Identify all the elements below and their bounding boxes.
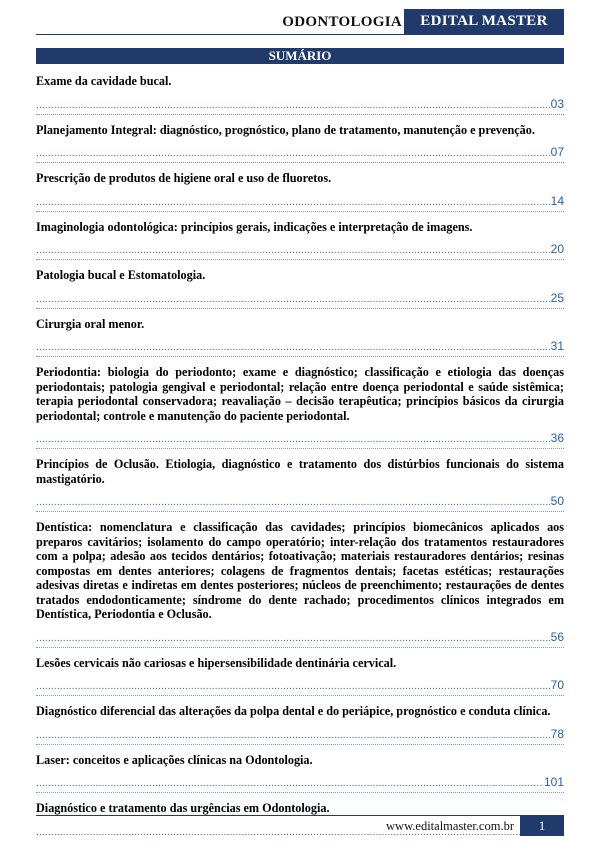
toc-entry-title: Diagnóstico diferencial das alterações da polpa dental e do periápice, prognóstico e conduta clínica. bbox=[36, 704, 551, 718]
header-brand: EDITAL MASTER bbox=[404, 9, 564, 34]
toc-entry-title: Princípios de Oclusão. Etiologia, diagnóstico e tratamento dos distúrbios funcionais do sistema mastigatório. bbox=[36, 457, 564, 486]
footer-website[interactable]: www.editalmaster.com.br bbox=[386, 819, 514, 833]
toc-dot-leader bbox=[36, 729, 550, 743]
toc-entry-title: Cirurgia oral menor. bbox=[36, 316, 145, 331]
page-header bbox=[36, 9, 564, 35]
toc-entry-title: Diagnóstico e tratamento das urgências em Odontologia. bbox=[36, 801, 330, 815]
toc-entry[interactable] bbox=[36, 512, 564, 648]
toc-dot-leader bbox=[36, 632, 550, 646]
toc-page-number[interactable]: 101 bbox=[543, 775, 564, 789]
toc-dot-leader bbox=[36, 341, 550, 355]
toc-entry[interactable] bbox=[36, 745, 564, 794]
toc-entry-title: Planejamento Integral: diagnóstico, prognóstico, plano de tratamento, manutenção e prevenção. bbox=[36, 122, 535, 137]
toc-page-number[interactable]: 14 bbox=[550, 193, 564, 208]
toc-entry-title: Periodontia: biologia do periodonto; exame e diagnóstico; classificação e etiologia das doenças periodontais; patologia gengival e periodontal; relação entre doença periodontal e saúde sistêmica; terapia periodontal conservadora; reavaliação – decisão terapêutica; princípios básicos da cirurgia periodontal; controle e manutenção do paciente periodontal. bbox=[36, 365, 564, 423]
toc-page-number[interactable]: 25 bbox=[550, 290, 564, 305]
toc-entry-title: Laser: conceitos e aplicações clínicas na Odontologia. bbox=[36, 752, 313, 767]
toc-leader-row bbox=[36, 145, 564, 159]
toc-dot-leader bbox=[36, 433, 550, 447]
footer-page-number: 1 bbox=[520, 816, 564, 836]
toc-leader-row bbox=[36, 727, 564, 741]
toc-entry[interactable] bbox=[36, 260, 564, 309]
toc-entry[interactable] bbox=[36, 212, 564, 261]
toc-entry[interactable] bbox=[36, 163, 564, 212]
toc-leader-row bbox=[36, 194, 564, 208]
toc-page-number[interactable]: 56 bbox=[550, 629, 564, 644]
toc-page-number[interactable]: 70 bbox=[550, 678, 564, 692]
toc-leader-row bbox=[36, 97, 564, 111]
toc-entry-title: Prescrição de produtos de higiene oral e uso de fluoretos. bbox=[36, 171, 332, 185]
toc-entry-title: Imaginologia odontológica: princípios gerais, indicações e interpretação de imagens. bbox=[36, 219, 473, 234]
toc-page-number[interactable]: 07 bbox=[550, 145, 564, 159]
toc-page-number[interactable]: 36 bbox=[550, 431, 564, 445]
toc-entry-title: Exame da cavidade bucal. bbox=[36, 74, 172, 88]
toc-leader-row bbox=[36, 431, 564, 445]
toc-dot-leader bbox=[36, 293, 550, 307]
summary-title: SUMÁRIO bbox=[36, 48, 564, 64]
toc-leader-row bbox=[36, 678, 564, 692]
toc-entry[interactable] bbox=[36, 66, 564, 115]
toc-dot-leader bbox=[36, 147, 550, 161]
toc-leader-row bbox=[36, 775, 564, 789]
toc-dot-leader bbox=[36, 244, 550, 258]
toc-entry[interactable] bbox=[36, 309, 564, 358]
toc-entry-title: Patologia bucal e Estomatologia. bbox=[36, 268, 206, 282]
toc-entry[interactable] bbox=[36, 449, 564, 512]
toc-page-number[interactable]: 50 bbox=[550, 494, 564, 508]
toc-leader-row bbox=[36, 291, 564, 305]
toc-leader-row bbox=[36, 339, 564, 353]
toc-leader-row bbox=[36, 494, 564, 508]
toc-dot-leader bbox=[36, 496, 550, 510]
toc-dot-leader bbox=[36, 99, 550, 113]
page-footer bbox=[36, 815, 564, 836]
header-subject: ODONTOLOGIA bbox=[282, 14, 402, 30]
toc-entry[interactable] bbox=[36, 115, 564, 164]
toc-page-number[interactable]: 78 bbox=[550, 726, 564, 741]
toc-entry[interactable] bbox=[36, 696, 564, 745]
table-of-contents bbox=[36, 66, 564, 838]
toc-page-number[interactable]: 03 bbox=[550, 96, 564, 111]
toc-dot-leader bbox=[36, 777, 543, 791]
toc-dot-leader bbox=[36, 680, 550, 694]
toc-dot-leader bbox=[36, 196, 550, 210]
toc-page-number[interactable]: 20 bbox=[550, 242, 564, 256]
toc-page-number[interactable]: 31 bbox=[550, 339, 564, 353]
toc-entry[interactable] bbox=[36, 648, 564, 697]
toc-entry[interactable] bbox=[36, 357, 564, 449]
toc-entry-title: Dentística: nomenclatura e classificação das cavidades; princípios biomecânicos aplicados aos preparos cavitários; isolamento do campo operatório; inter-relação dos tratamentos restauradores com a polpa; adesão aos tecidos dentários; fotoativação; materiais restauradores dentários; resinas compostas em dentes anteriores; colagens de fragmentos dentais; facetas estéticas; restaurações adesivas diretas e indiretas em dentes posteriores; núcleos de preenchimento; restaurações de dentes tratados endodonticamente; síndrome do dente rachado; procedimentos clínicos integrados em Dentística, Periodontia e Oclusão. bbox=[36, 520, 564, 621]
toc-leader-row bbox=[36, 630, 564, 644]
toc-leader-row bbox=[36, 242, 564, 256]
toc-entry-title: Lesões cervicais não cariosas e hipersensibilidade dentinária cervical. bbox=[36, 655, 397, 670]
